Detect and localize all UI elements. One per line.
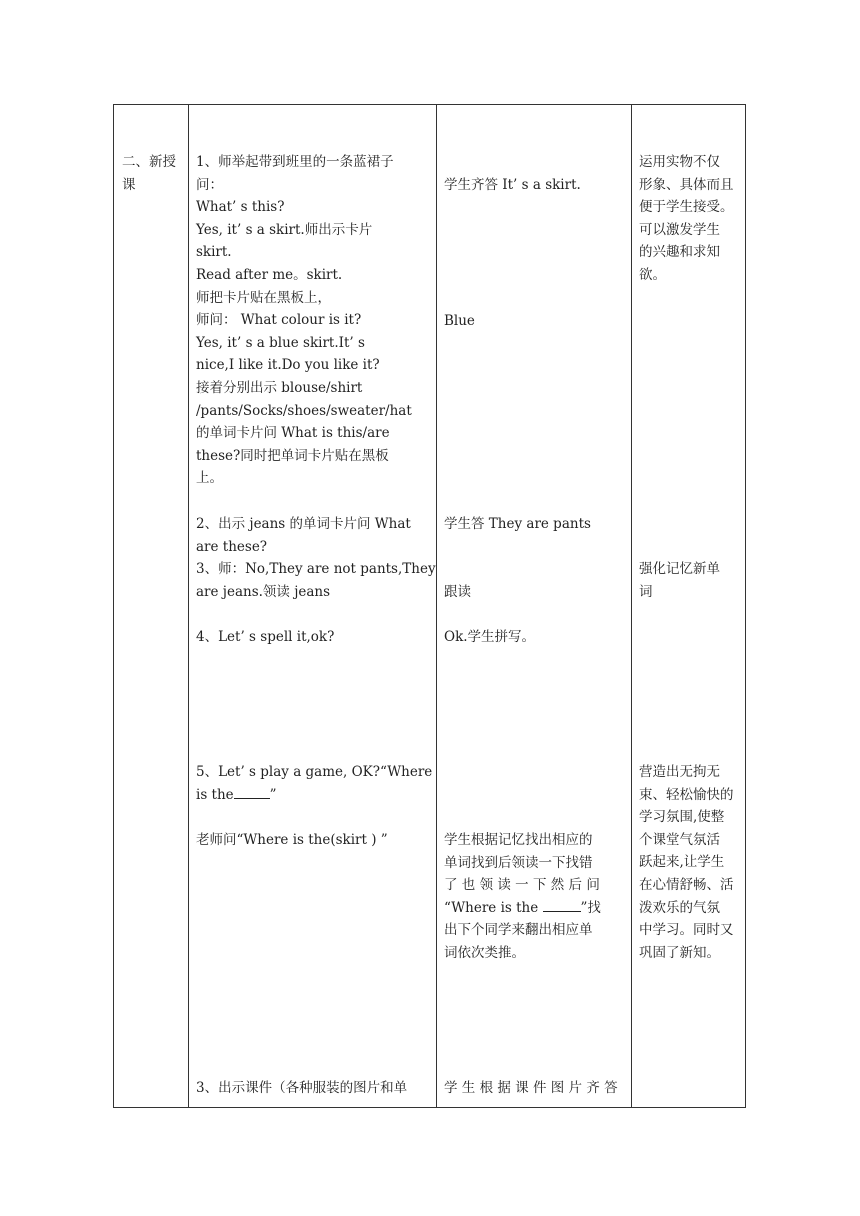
intent-text: 营造出无拘无 — [639, 764, 720, 780]
intent-note-2 — [639, 558, 720, 603]
step-line: 上。 — [196, 470, 223, 487]
stage-label-line2: 课 — [122, 176, 136, 193]
column-divider — [188, 105, 189, 1107]
intent-text: 中学习。同时又 — [639, 922, 734, 939]
student-answer-5 — [444, 626, 535, 649]
student-answer-6 — [444, 829, 624, 965]
student-answer-1 — [444, 174, 581, 197]
student-text: Blue — [444, 313, 475, 329]
student-answer-4 — [444, 581, 471, 604]
step-line: What’ s this? — [196, 199, 285, 216]
student-text: 学生齐答 It’ s a skirt. — [444, 177, 581, 193]
fill-blank — [234, 798, 270, 799]
student-text: 词依次类推。 — [444, 944, 525, 961]
step-line: Read after me。skirt. — [196, 266, 343, 283]
intent-note-1 — [639, 151, 734, 287]
step-line: are these? — [196, 538, 268, 555]
intent-text: 巩固了新知。 — [639, 944, 720, 961]
teacher-step-2 — [196, 513, 411, 558]
student-answer-7 — [444, 1077, 618, 1100]
student-text: 学生答 They are pants — [444, 516, 591, 532]
student-text: 学生根据记忆找出相应的 — [444, 832, 593, 848]
step-line: 接着分别出示 blouse/shirt — [196, 379, 363, 396]
step-text: is the — [196, 786, 234, 803]
student-text: 学 生 根 据 课 件 图 片 齐 答 — [444, 1080, 618, 1096]
step-line: 3、师：No,They are not pants,They — [196, 561, 436, 577]
step-line: nice,I like it.Do you like it? — [196, 357, 380, 374]
teacher-step-1 — [196, 151, 430, 490]
teacher-step-4 — [196, 626, 334, 649]
step-line: 的单词卡片问 What is this/are — [196, 425, 390, 442]
teacher-step-6 — [196, 1077, 407, 1100]
step-line: 问： — [196, 176, 223, 193]
student-text: ”找 — [580, 899, 601, 916]
step-line: 师问： What colour is it? — [196, 312, 362, 329]
intent-text: 泼欢乐的气氛 — [639, 899, 720, 916]
student-answer-2 — [444, 310, 475, 333]
student-text: 跟读 — [444, 584, 471, 600]
teacher-step-5 — [196, 761, 432, 806]
intent-text: 便于学生接受。 — [639, 199, 734, 216]
step-line: Yes, it’ s a blue skirt.It’ s — [196, 334, 365, 351]
student-text: 出下个同学来翻出相应单 — [444, 922, 593, 939]
intent-text: 跃起来,让学生 — [639, 854, 725, 871]
intent-text: 形象、具体而且 — [639, 176, 734, 193]
step-line: 师把卡片贴在黑板上， — [196, 289, 331, 306]
stage-label: 二、新授 — [122, 154, 176, 170]
lesson-plan-table — [113, 104, 746, 1108]
student-text: 了 也 领 读 一 下 然 后 问 — [444, 877, 600, 894]
intent-note-3 — [639, 761, 734, 964]
step-line: 老师问“Where is the(skirt ) ” — [196, 832, 388, 848]
intent-text: 的兴趣和求知 — [639, 244, 720, 261]
intent-text: 束、轻松愉快的 — [639, 786, 734, 803]
step-line: skirt. — [196, 244, 232, 261]
step-line: are jeans.领读 jeans — [196, 583, 331, 600]
step-line: 3、出示课件（各种服装的图片和单 — [196, 1080, 408, 1096]
intent-text: 欲。 — [639, 266, 666, 283]
student-text: “Where is the — [444, 899, 539, 916]
teacher-step-5-question — [196, 829, 388, 852]
intent-text: 个课堂气氛活 — [639, 831, 720, 848]
intent-text: 强化记忆新单 — [639, 561, 720, 577]
column-divider — [631, 105, 632, 1107]
intent-text: 运用实物不仅 — [639, 154, 720, 170]
step-text: ” — [269, 786, 277, 803]
step-line: /pants/Socks/shoes/sweater/hat — [196, 402, 412, 419]
stage-cell — [122, 151, 176, 196]
teacher-step-3 — [196, 558, 436, 603]
step-line: 1、师举起带到班里的一条蓝裙子 — [196, 154, 394, 170]
step-line: these?同时把单词卡片贴在黑板 — [196, 447, 389, 464]
step-line: 2、出示 jeans 的单词卡片问 What — [196, 516, 411, 532]
intent-text: 可以激发学生 — [639, 221, 720, 238]
student-text: 单词找到后领读一下找错 — [444, 854, 593, 871]
fill-blank — [543, 911, 581, 912]
student-answer-3 — [444, 513, 591, 536]
intent-text: 在心情舒畅、活 — [639, 876, 734, 893]
student-text-with-blank — [444, 897, 624, 920]
student-text: Ok.学生拼写。 — [444, 629, 536, 645]
intent-text: 学习氛围,使整 — [639, 809, 725, 826]
step-line-with-blank — [196, 784, 432, 807]
column-divider — [436, 105, 437, 1107]
step-line: Yes, it’ s a skirt.师出示卡片 — [196, 221, 373, 238]
step-line: 5、Let’ s play a game, OK?“Where — [196, 764, 433, 780]
step-line: 4、Let’ s spell it,ok? — [196, 629, 335, 645]
intent-text: 词 — [639, 583, 653, 600]
